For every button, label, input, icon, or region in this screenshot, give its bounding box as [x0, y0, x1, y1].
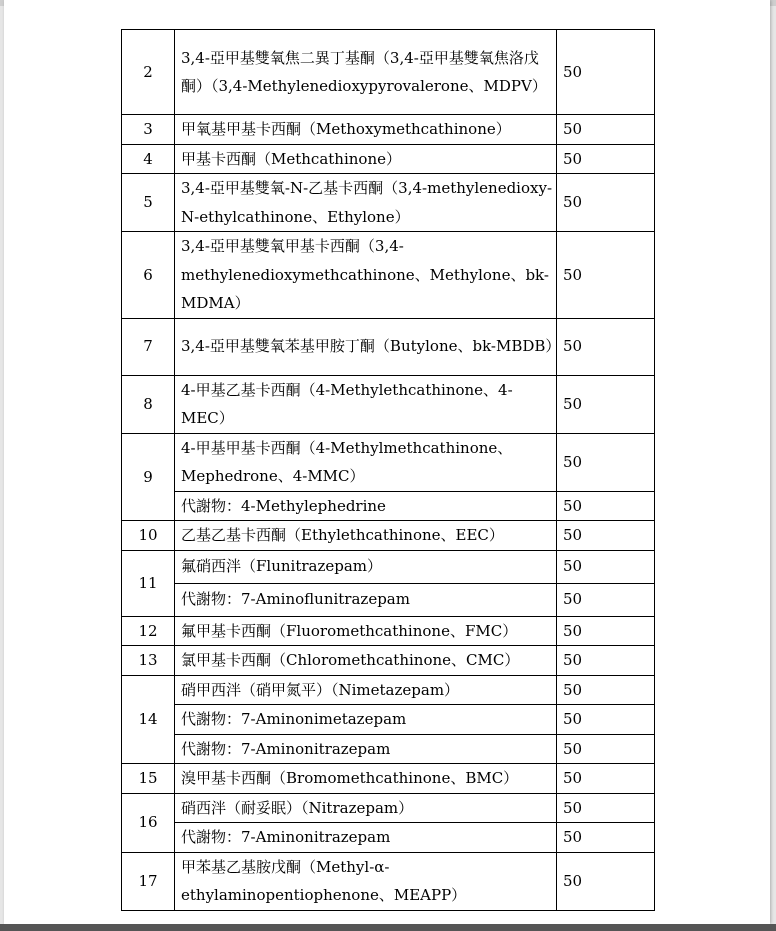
table-row: [122, 823, 655, 853]
cutoff-value: 50: [557, 174, 655, 232]
substance-name: 代謝物：7-Aminoflunitrazepam: [175, 583, 557, 616]
table-row: [122, 30, 655, 115]
substance-name: 硝甲西泮（硝甲氮平）（Nimetazepam）: [175, 675, 557, 705]
table-row: [122, 616, 655, 646]
row-number: 15: [122, 764, 175, 794]
table-row: [122, 232, 655, 319]
cutoff-value: 50: [557, 675, 655, 705]
row-number: 11: [122, 550, 175, 616]
substance-name: 甲氧基甲基卡西酮（Methoxymethcathinone）: [175, 115, 557, 145]
cutoff-value: 50: [557, 646, 655, 676]
substance-name: 硝西泮（耐妥眠）（Nitrazepam）: [175, 793, 557, 823]
row-number: 3: [122, 115, 175, 145]
row-number: 8: [122, 375, 175, 433]
table-row: [122, 433, 655, 491]
substance-name: 氟甲基卡西酮（Fluoromethcathinone、FMC）: [175, 616, 557, 646]
substance-table: [121, 29, 655, 911]
substance-name: 乙基乙基卡西酮（Ethylethcathinone、EEC）: [175, 521, 557, 551]
table-row: [122, 646, 655, 676]
cutoff-value: 50: [557, 232, 655, 319]
row-number: 13: [122, 646, 175, 676]
cutoff-value: 50: [557, 616, 655, 646]
table-row: [122, 144, 655, 174]
row-number: 17: [122, 852, 175, 910]
table-row: [122, 852, 655, 910]
table-row: [122, 583, 655, 616]
table-row: [122, 174, 655, 232]
viewer-bottom-border: [0, 924, 776, 931]
table-row: [122, 734, 655, 764]
cutoff-value: 50: [557, 583, 655, 616]
cutoff-value: 50: [557, 852, 655, 910]
row-number: 12: [122, 616, 175, 646]
cutoff-value: 50: [557, 823, 655, 853]
substance-name: 代謝物：7-Aminonimetazepam: [175, 705, 557, 735]
substance-name: 氯甲基卡西酮（Chloromethcathinone、CMC）: [175, 646, 557, 676]
cutoff-value: 50: [557, 793, 655, 823]
row-number: 2: [122, 30, 175, 115]
table-row: [122, 318, 655, 375]
cutoff-value: 50: [557, 491, 655, 521]
substance-name: 氟硝西泮（Flunitrazepam）: [175, 550, 557, 583]
cutoff-value: 50: [557, 521, 655, 551]
cutoff-value: 50: [557, 115, 655, 145]
row-number: 16: [122, 793, 175, 852]
substance-name: 3,4-亞甲基雙氧甲基卡西酮（3,4-methylenedioxymethcathinone、Methylone、bk-MDMA）: [175, 232, 557, 319]
table-row: [122, 793, 655, 823]
substance-name: 3,4-亞甲基雙氧焦二異丁基酮（3,4-亞甲基雙氧焦洛戊酮）（3,4-Methylenedioxypyrovalerone、MDPV）: [175, 30, 557, 115]
cutoff-value: 50: [557, 705, 655, 735]
substance-name: 3,4-亞甲基雙氧-N-乙基卡西酮（3,4-methylenedioxy-N-ethylcathinone、Ethylone）: [175, 174, 557, 232]
cutoff-value: 50: [557, 30, 655, 115]
row-number: 4: [122, 144, 175, 174]
table-row: [122, 675, 655, 705]
table-row: [122, 115, 655, 145]
cutoff-value: 50: [557, 734, 655, 764]
table-row: [122, 705, 655, 735]
table-row: [122, 764, 655, 794]
row-number: 6: [122, 232, 175, 319]
substance-name: 代謝物：7-Aminonitrazepam: [175, 734, 557, 764]
table-row: [122, 550, 655, 583]
row-number: 5: [122, 174, 175, 232]
substance-name: 甲苯基乙基胺戊酮（Methyl-α-ethylaminopentiophenone、MEAPP）: [175, 852, 557, 910]
substance-name: 溴甲基卡西酮（Bromomethcathinone、BMC）: [175, 764, 557, 794]
row-number: 7: [122, 318, 175, 375]
cutoff-value: 50: [557, 764, 655, 794]
cutoff-value: 50: [557, 144, 655, 174]
cutoff-value: 50: [557, 550, 655, 583]
cutoff-value: 50: [557, 375, 655, 433]
substance-name: 3,4-亞甲基雙氧苯基甲胺丁酮（Butylone、bk-MBDB）: [175, 318, 557, 375]
cutoff-value: 50: [557, 318, 655, 375]
table-row: [122, 491, 655, 521]
substance-table-body: [122, 30, 655, 911]
substance-name: 4-甲基乙基卡西酮（4-Methylethcathinone、4-MEC）: [175, 375, 557, 433]
row-number: 14: [122, 675, 175, 764]
table-row: [122, 521, 655, 551]
row-number: 10: [122, 521, 175, 551]
row-number: 9: [122, 433, 175, 521]
table-row: [122, 375, 655, 433]
substance-name: 甲基卡西酮（Methcathinone）: [175, 144, 557, 174]
substance-name: 4-甲基甲基卡西酮（4-Methylmethcathinone、Mephedrone、4-MMC）: [175, 433, 557, 491]
substance-name: 代謝物：4-Methylephedrine: [175, 491, 557, 521]
cutoff-value: 50: [557, 433, 655, 491]
substance-name: 代謝物：7-Aminonitrazepam: [175, 823, 557, 853]
